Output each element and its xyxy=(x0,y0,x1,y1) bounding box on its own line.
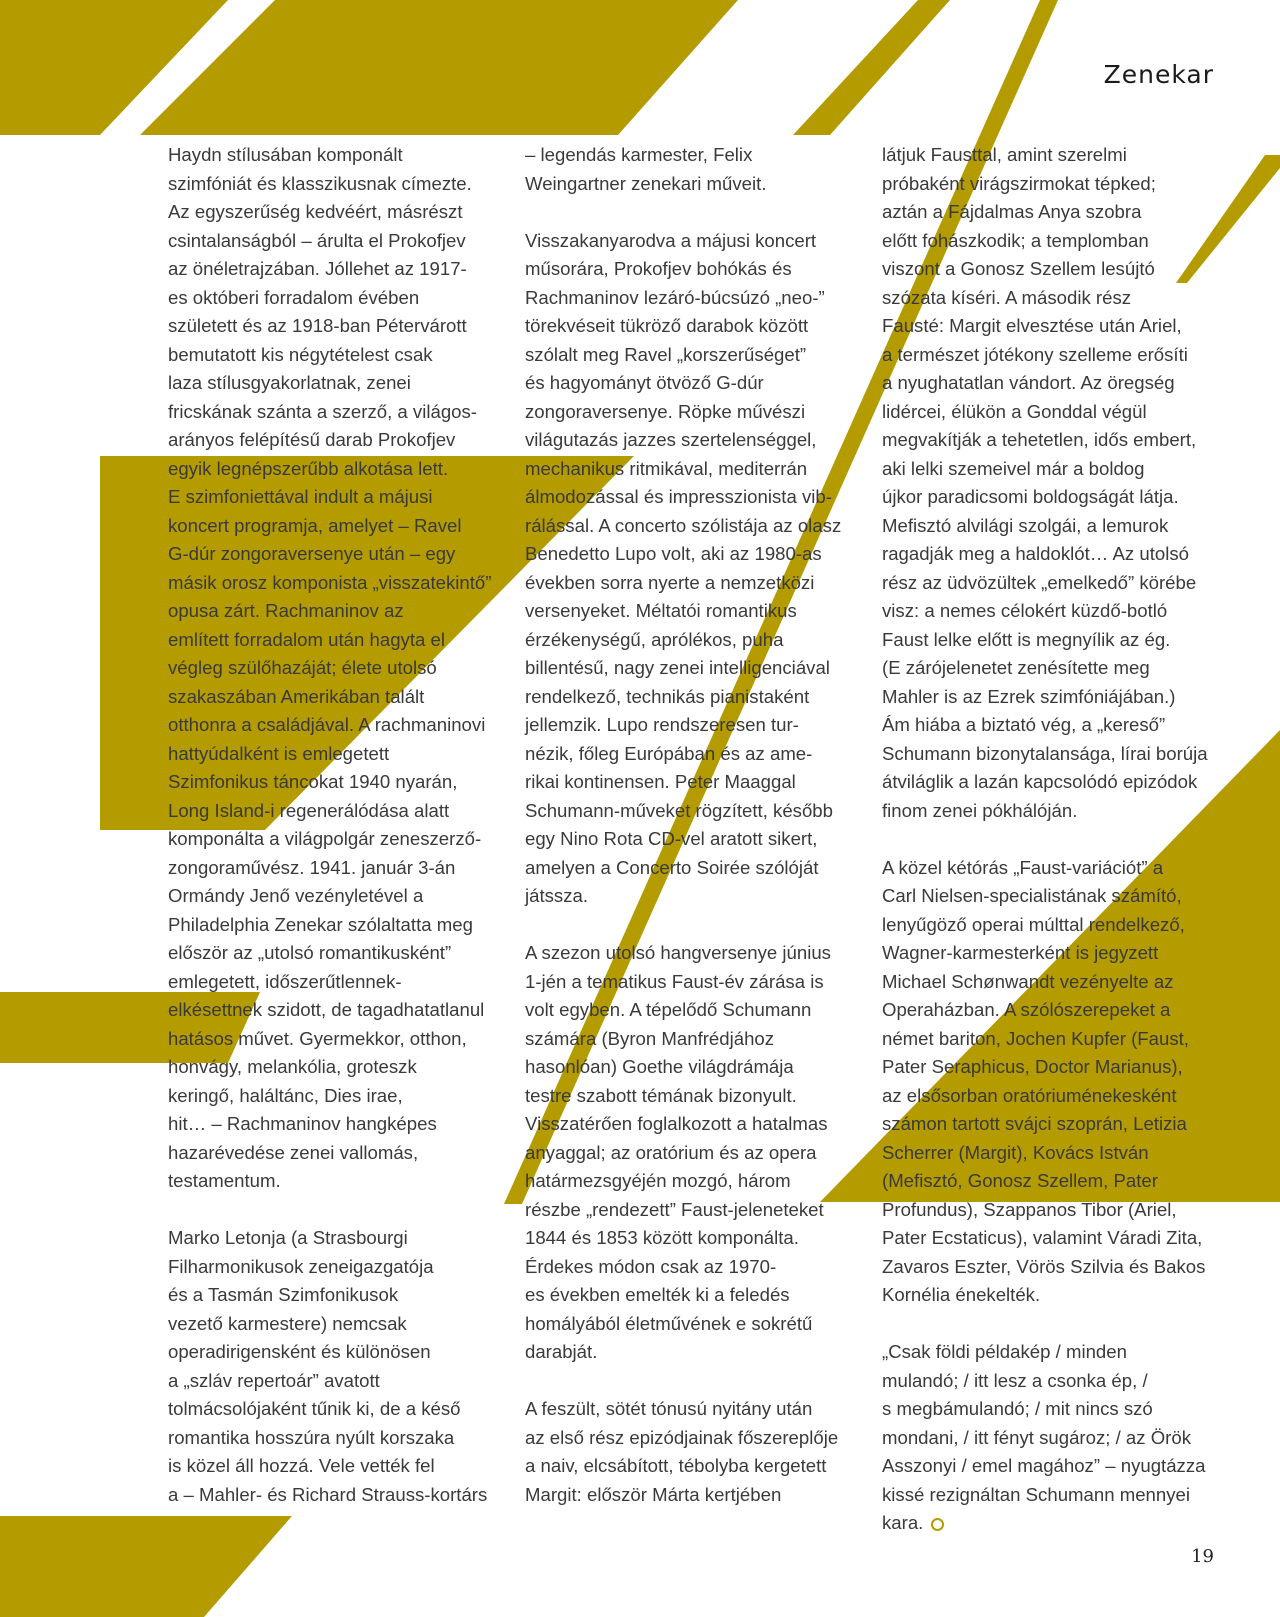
text-line: Kornélia énekelték. xyxy=(882,1284,1041,1305)
text-line: Rachmaninov lezáró-búcsúzó „neo-” xyxy=(525,286,825,308)
paragraph-gap xyxy=(525,198,855,227)
text-line: A közel kétórás „Faust-variációt” a xyxy=(882,856,1164,878)
text-line: nézik, főleg Európában és az ame- xyxy=(525,742,813,764)
text-line: Zavaros Eszter, Vörös Szilvia és Bakos xyxy=(882,1255,1206,1277)
text-line: számon tartott svájci szoprán, Letizia xyxy=(882,1113,1187,1134)
text-line: rész az üdvözültek „emelkedő” körébe xyxy=(882,571,1197,593)
text-line: mondani, / itt fényt sugároz; / az Örök xyxy=(882,1426,1192,1448)
text-line: szólalt meg Ravel „korszerűséget” xyxy=(525,343,807,365)
text-line: kissé rezignáltan Schumann mennyei xyxy=(882,1483,1190,1505)
text-line: E szimfoniettával indult a májusi xyxy=(168,486,433,507)
text-line: Pater Seraphicus, Doctor Marianus), xyxy=(882,1056,1183,1077)
text-line: német bariton, Jochen Kupfer (Faust, xyxy=(882,1027,1189,1049)
text-line: említett forradalom után hagyta el xyxy=(168,628,445,650)
text-line: Operaházban. A szólószerepeket a xyxy=(882,999,1171,1020)
text-line: hit… – Rachmaninov hangképes xyxy=(168,1113,437,1134)
text-line: jellemzik. Lupo rendszeresen tur- xyxy=(525,714,799,735)
text-line: Scherrer (Margit), Kovács István xyxy=(882,1141,1149,1163)
text-line: és hagyományt ötvöző G-dúr xyxy=(525,372,764,393)
text-line: Asszonyi / emel magához” – nyugtázza xyxy=(882,1455,1206,1476)
text-line: Szimfonikus táncokat 1940 nyarán, xyxy=(168,771,458,792)
text-line: Fausté: Margit elvesztése után Ariel, xyxy=(882,315,1182,336)
text-line: határmezsgyéjén mozgó, három xyxy=(525,1170,791,1191)
text-line: csintalanságból – árulta el Prokofjev xyxy=(168,229,466,251)
text-line: hattyúdalként is emlegetett xyxy=(168,742,390,764)
text-line: egy Nino Rota CD-vel aratott sikert, xyxy=(525,828,818,849)
section-title: Zenekar xyxy=(1103,60,1214,89)
text-line: Benedetto Lupo volt, aki az 1980-as xyxy=(525,543,822,564)
text-line: Filharmonikusok zeneigazgatója xyxy=(168,1255,434,1277)
text-line: finom zenei pókhálóján. xyxy=(882,799,1078,821)
text-line: és a Tasmán Szimfonikusok xyxy=(168,1284,399,1305)
text-line: szakaszában Amerikában talált xyxy=(168,685,425,707)
text-line: Érdekes módon csak az 1970- xyxy=(525,1255,777,1277)
text-line: hatásos művet. Gyermekkor, otthon, xyxy=(168,1027,467,1049)
text-line: mechanikus ritmikával, mediterrán xyxy=(525,457,808,479)
stripe-bottom-left xyxy=(0,1516,292,1617)
text-line: (Mefisztó, Gonosz Szellem, Pater xyxy=(882,1170,1158,1191)
text-line: 1844 és 1853 között komponálta. xyxy=(525,1227,799,1248)
text-line: ragadják meg a haldoklót… Az utolsó xyxy=(882,543,1189,564)
text-line: Marko Letonja (a Strasbourgi xyxy=(168,1227,408,1248)
text-line: Mahler is az Ezrek szimfóniájában.) xyxy=(882,685,1176,707)
text-line: lidércei, élükön a Gonddal végül xyxy=(882,400,1147,422)
text-line: amelyen a Concerto Soirée szólóját xyxy=(525,856,819,878)
text-line: visz: a nemes célokért küzdő-botló xyxy=(882,600,1168,621)
text-line: a – Mahler- és Richard Strauss-kortárs xyxy=(168,1483,488,1505)
text-line: tolmácsolójaként tűnik ki, de a késő xyxy=(168,1398,461,1419)
text-line: a „szláv repertoár” avatott xyxy=(168,1369,380,1391)
text-line: hazarévedése zenei vallomás, xyxy=(168,1141,419,1163)
text-line: viszont a Gonosz Szellem lesújtó xyxy=(882,258,1155,279)
text-line: zongoraversenye. Röpke művészi xyxy=(525,400,806,422)
text-line: es években emelték ki a feledés xyxy=(525,1284,790,1305)
text-line: rikai kontinensen. Peter Maaggal xyxy=(525,771,796,792)
text-line: végleg szülőhazáját; élete utolsó xyxy=(168,657,437,678)
text-line: fricskának szánta a szerző, a világos- xyxy=(168,400,477,422)
text-line: darabját. xyxy=(525,1341,598,1362)
text-line: másik orosz komponista „visszatekintő” xyxy=(168,571,492,593)
text-line: emlegetett, időszerűtlennek- xyxy=(168,970,402,992)
text-line: világutazás jazzes szertelenséggel, xyxy=(525,429,817,450)
text-line: kara. xyxy=(882,1509,1218,1538)
text-line: anyaggal; az oratórium és az opera xyxy=(525,1141,817,1163)
text-line: laza stílusgyakorlatnak, zenei xyxy=(168,372,411,393)
text-line: Weingartner zenekari műveit. xyxy=(525,172,767,194)
text-line: vezető karmestere) nemcsak xyxy=(168,1312,407,1334)
stripe-top-center xyxy=(140,0,738,135)
text-line: otthonra a családjával. A rachmaninovi xyxy=(168,714,486,735)
text-line: előtt fohászkodik; a templomban xyxy=(882,229,1149,251)
text-line: játssza. xyxy=(525,885,589,906)
text-line: rálással. A concerto szólistája az olasz xyxy=(525,514,842,536)
text-line: keringő, haláltánc, Dies irae, xyxy=(168,1084,403,1106)
text-line: Margit: először Márta kertjében xyxy=(525,1483,782,1505)
text-line: „Csak földi példakép / minden xyxy=(882,1341,1127,1362)
text-line: Ám hiába a biztató vég, a „kereső” xyxy=(882,714,1166,735)
text-line: testre szabott témának bizonyult. xyxy=(525,1084,797,1106)
text-line: hasonlóan) Goethe világdrámája xyxy=(525,1056,794,1077)
text-line: részbe „rendezett” Faust-jeleneteket xyxy=(525,1198,824,1220)
text-line: született és az 1918-ban Pétervárott xyxy=(168,315,467,336)
text-line: s megbámulandó; / mit nincs szó xyxy=(882,1398,1153,1419)
text-line: es októberi forradalom évében xyxy=(168,286,420,308)
text-column-3 xyxy=(882,141,1218,1538)
text-line: Long Island-i regenerálódása alatt xyxy=(168,799,450,821)
paragraph-gap xyxy=(882,825,1218,854)
text-line: az elsősorban oratóriuménekesként xyxy=(882,1084,1177,1106)
text-line: a naiv, elcsábított, tébolyba kergetett xyxy=(525,1455,827,1476)
text-line: – legendás karmester, Felix xyxy=(525,144,753,165)
text-line: Profundus), Szappanos Tibor (Ariel, xyxy=(882,1198,1177,1220)
text-line: próbaként virágszirmokat tépked; xyxy=(882,172,1156,194)
text-line: (E zárójelenetet zenésítette meg xyxy=(882,657,1150,678)
text-line: G-dúr zongoraversenye után – egy xyxy=(168,543,456,564)
text-line: elkésettnek szidott, de tagadhatatlanul xyxy=(168,999,485,1020)
text-line: aztán a Fájdalmas Anya szobra xyxy=(882,201,1142,222)
text-line: az első rész epizódjainak főszereplője xyxy=(525,1426,839,1448)
text-line: Visszatérően foglalkozott a hatalmas xyxy=(525,1113,828,1134)
text-line: Schumann-műveket rögzített, később xyxy=(525,799,833,821)
text-line: testamentum. xyxy=(168,1170,281,1191)
text-line: Visszakanyarodva a májusi koncert xyxy=(525,229,817,251)
text-line: Faust lelke előtt is megnyílik az ég. xyxy=(882,628,1171,650)
text-line: az önéletrajzában. Jóllehet az 1917- xyxy=(168,258,467,279)
text-line: egyik legnépszerűbb alkotása lett. xyxy=(168,457,449,479)
text-line: Pater Ecstaticus), valamint Váradi Zita, xyxy=(882,1227,1203,1248)
text-line: Mefisztó alvilági szolgái, a lemurok xyxy=(882,514,1169,536)
text-line: átviláglik a lazán kapcsolódó epizódok xyxy=(882,771,1198,792)
text-line: honvágy, melankólia, groteszk xyxy=(168,1056,417,1077)
text-line: koncert programja, amelyet – Ravel xyxy=(168,514,462,536)
text-line: Michael Schønwandt vezényelte az xyxy=(882,970,1174,992)
text-line: megvakítják a tehetetlen, idős embert, xyxy=(882,429,1197,450)
text-line: álmodozással és impresszionista vib- xyxy=(525,486,832,507)
text-line: törekvéseit tükröző darabok között xyxy=(525,315,809,336)
text-column-1 xyxy=(168,141,498,1509)
text-line: volt egyben. A tépelődő Schumann xyxy=(525,999,812,1020)
text-line: bemutatott kis négytételest csak xyxy=(168,343,433,365)
text-column-2 xyxy=(525,141,855,1509)
text-line: romantika hosszúra nyúlt korszaka xyxy=(168,1426,455,1448)
text-line: számára (Byron Manfrédjához xyxy=(525,1027,775,1049)
text-line: Schumann bizonytalansága, lírai borúja xyxy=(882,742,1208,764)
text-line: újkor paradicsomi boldogságát látja. xyxy=(882,486,1179,507)
paragraph-gap xyxy=(525,1367,855,1396)
end-of-article-mark xyxy=(931,1518,944,1531)
text-line: szózata kíséri. A második rész xyxy=(882,286,1132,308)
text-line: műsorára, Prokofjev bohókás és xyxy=(525,258,792,279)
text-line: Philadelphia Zenekar szólaltatta meg xyxy=(168,913,473,935)
page-number: 19 xyxy=(1191,1546,1214,1567)
text-line: komponálta a világpolgár zeneszerző- xyxy=(168,828,482,849)
text-line: Carl Nielsen-specialistának számító, xyxy=(882,885,1182,906)
text-line: években sorra nyerte a nemzetközi xyxy=(525,571,815,593)
text-line: A feszült, sötét tónusú nyitány után xyxy=(525,1398,813,1419)
text-line: aki lelki szemeivel már a boldog xyxy=(882,457,1145,479)
text-line: először az „utolsó romantikusként” xyxy=(168,942,452,963)
text-line: versenyeket. Méltatói romantikus xyxy=(525,600,797,621)
paragraph-gap xyxy=(525,911,855,940)
text-line: mulandó; / itt lesz a csonka ép, / xyxy=(882,1369,1148,1391)
paragraph-gap xyxy=(882,1310,1218,1339)
text-line: látjuk Fausttal, amint szerelmi xyxy=(882,144,1127,165)
text-line: Wagner-karmesterként is jegyzett xyxy=(882,942,1159,963)
text-line: operadirigensként és különösen xyxy=(168,1341,431,1362)
text-line: arányos felépítésű darab Prokofjev xyxy=(168,429,456,450)
text-line: zongoraművész. 1941. január 3-án xyxy=(168,856,456,878)
text-line: homályából életművének e sokrétű xyxy=(525,1312,813,1334)
text-line: 1-jén a tematikus Faust-év zárása is xyxy=(525,970,824,992)
text-line: opusa zárt. Rachmaninov az xyxy=(168,600,404,621)
text-line: szimfóniát és klasszikusnak címezte. xyxy=(168,172,472,194)
text-line: érzékenységű, aprólékos, puha xyxy=(525,628,784,650)
text-line: Az egyszerűség kedvéért, másrészt xyxy=(168,201,463,222)
paragraph-gap xyxy=(168,1196,498,1225)
text-line: rendelkező, technikás pianistaként xyxy=(525,685,810,707)
text-line: is közel áll hozzá. Vele vették fel xyxy=(168,1455,435,1476)
text-line: a természet jótékony szelleme erősíti xyxy=(882,343,1188,365)
text-line: A szezon utolsó hangversenye június xyxy=(525,942,831,963)
text-line: billentésű, nagy zenei intelligenciával xyxy=(525,657,830,678)
text-line: Haydn stílusában komponált xyxy=(168,144,403,165)
text-line: lenyűgöző operai múlttal rendelkező, xyxy=(882,913,1185,935)
text-line: Ormándy Jenő vezényletével a xyxy=(168,885,424,906)
stripe-top-right xyxy=(793,0,950,135)
text-line: a nyughatatlan vándort. Az öregség xyxy=(882,372,1175,393)
